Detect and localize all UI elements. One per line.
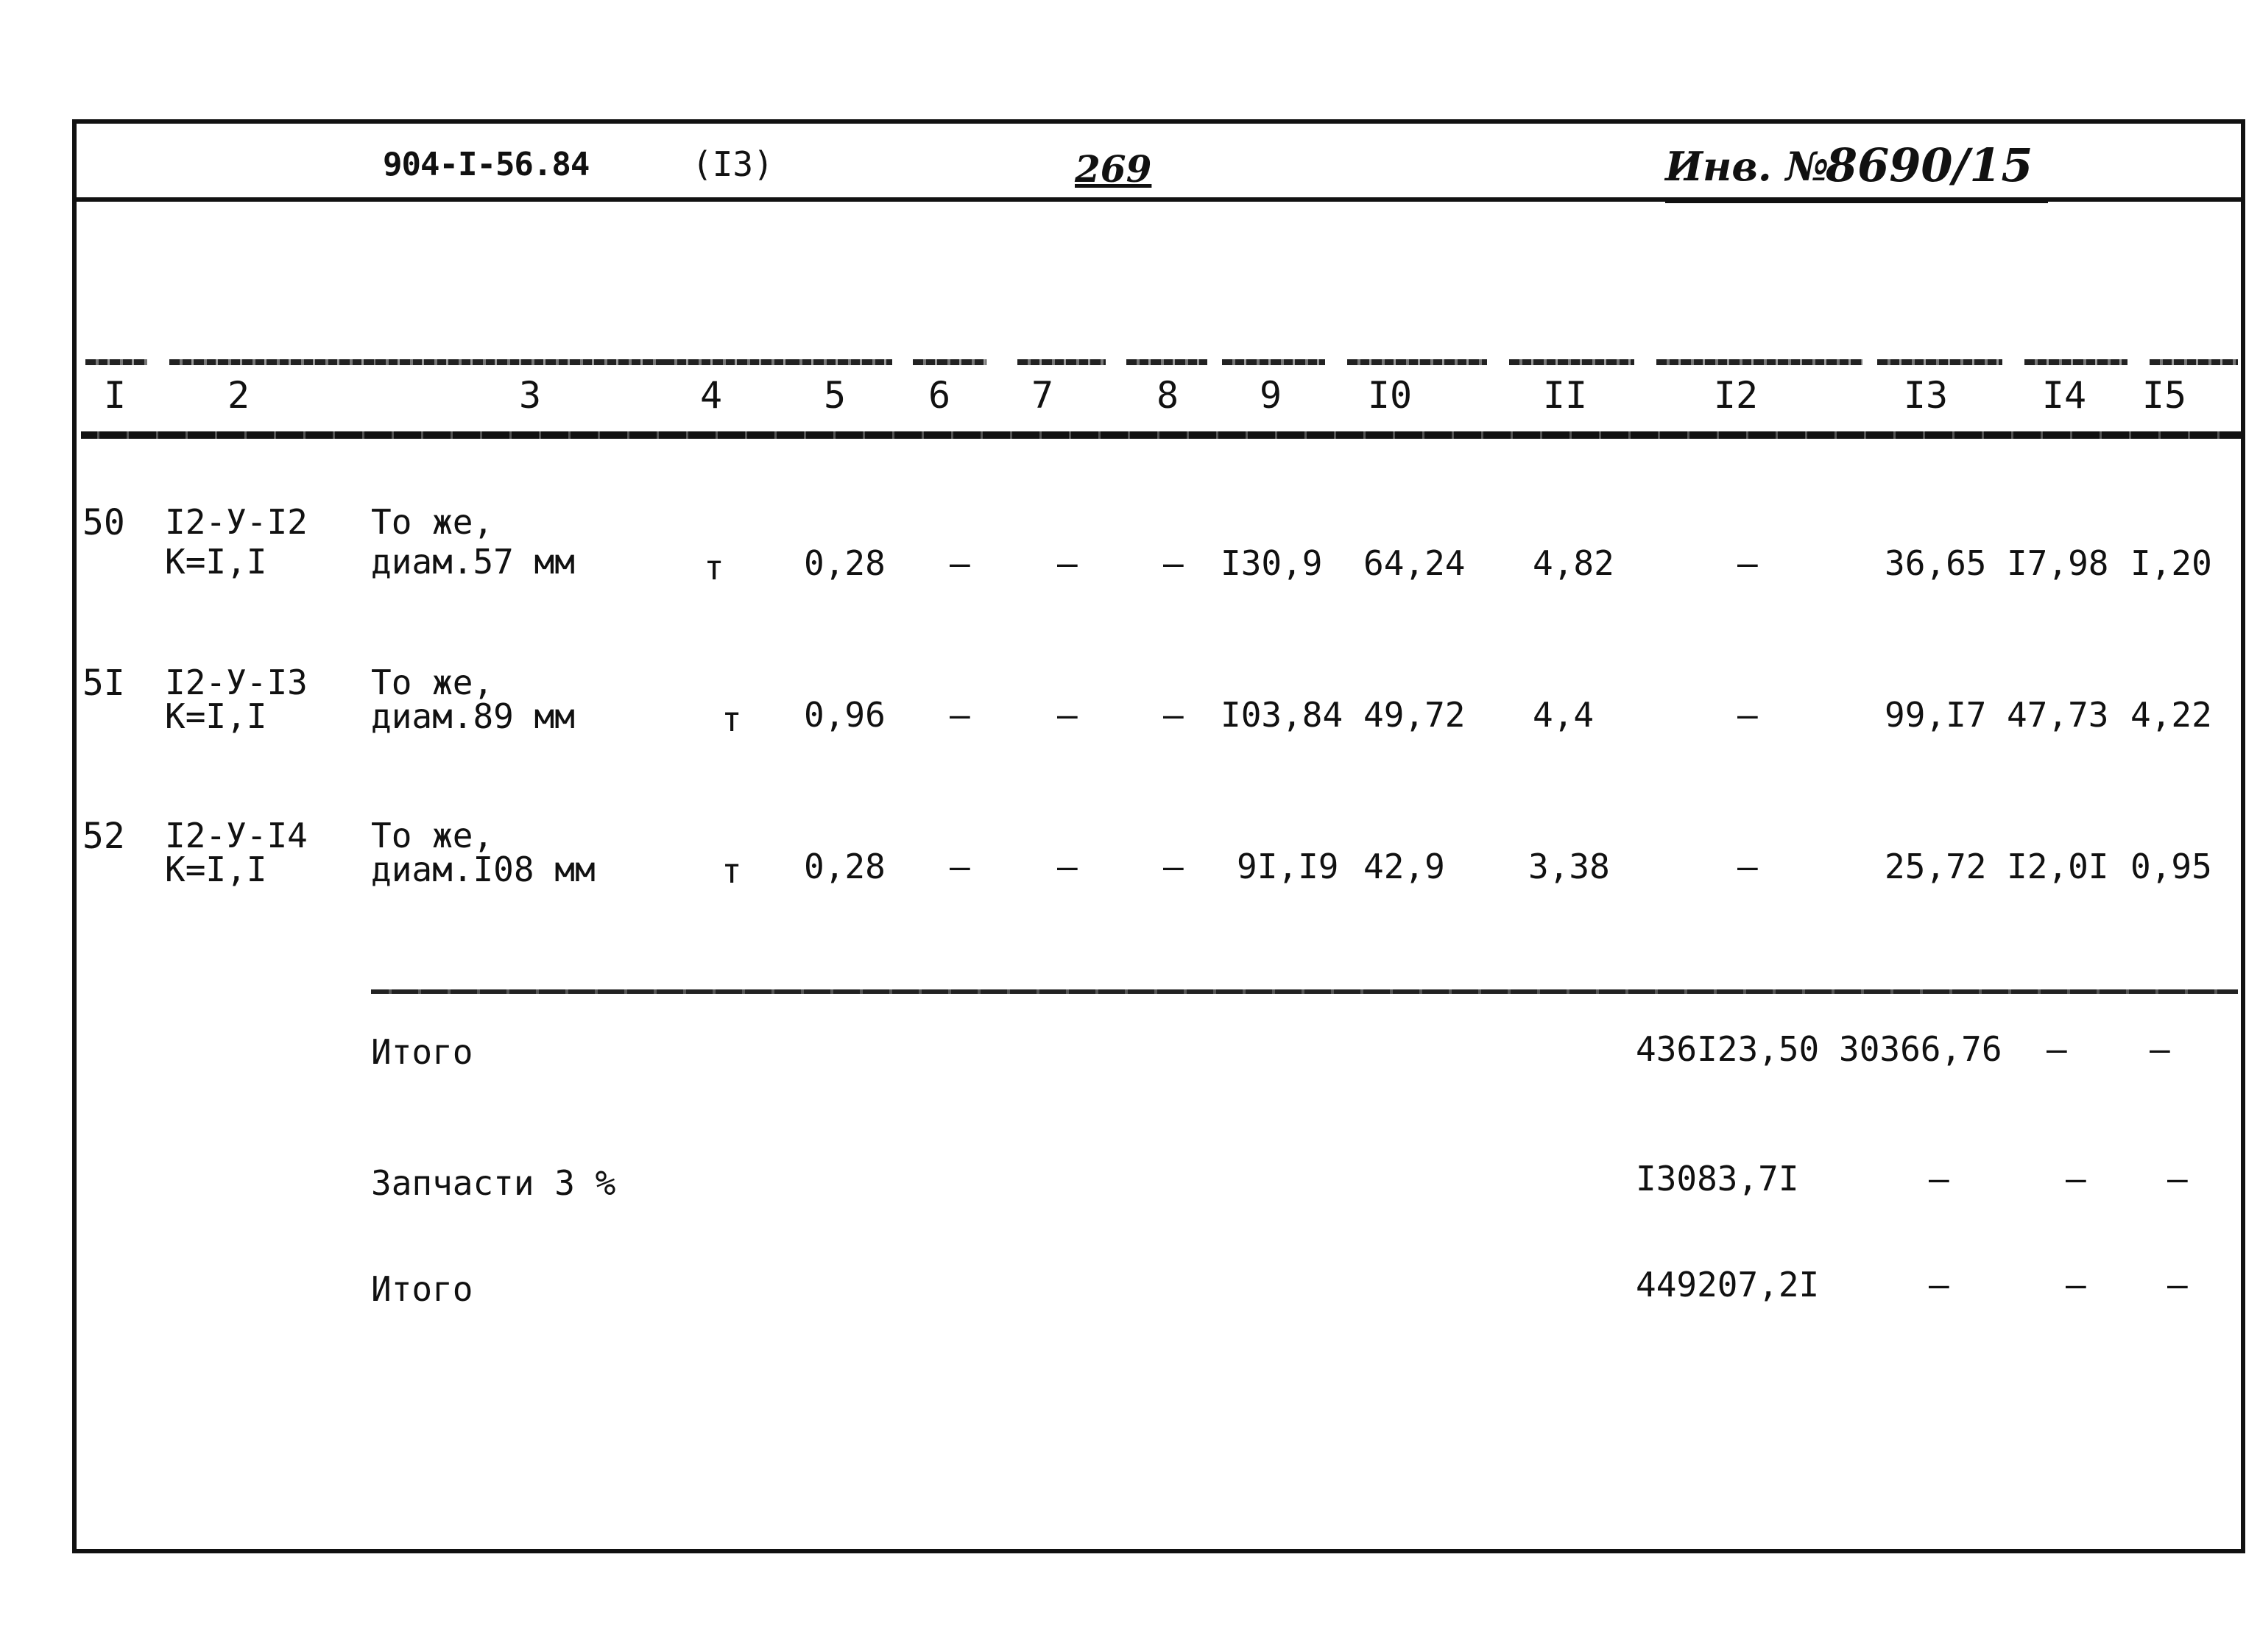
column-header: I3 [1903,374,1949,417]
item-diameter: диам.57 мм [371,542,575,582]
cell-7: – [1057,847,1078,886]
summary-label: Итого [371,1032,473,1072]
item-diameter: диам.I08 мм [371,850,596,889]
column-header-top-rule [81,359,2242,365]
column-header: 6 [928,374,951,417]
cell-13: 99,I7 [1885,695,1987,735]
unit: т [721,851,742,891]
coefficient: К=I,I [165,542,267,582]
cell-14: I7,98 [2007,543,2109,583]
cell-8: – [1163,543,1184,583]
cell-15: I,20 [2130,543,2212,583]
coefficient: К=I,I [165,850,267,889]
summary-total-12: 436I23,50 [1636,1029,1820,1069]
cell-7: – [1057,695,1078,735]
summary-label: Итого [371,1269,473,1309]
price-code: I2-У-I4 [165,816,308,855]
column-header: 7 [1031,374,1054,417]
summary-total-14: – [2066,1159,2086,1199]
cell-5: 0,28 [804,543,886,583]
summary-rule [371,989,2238,994]
item-name: То же, [371,502,494,542]
cell-13: 25,72 [1885,847,1987,886]
summary-total-15: – [2167,1159,2188,1199]
cell-12: – [1737,543,1758,583]
cell-12: – [1737,847,1758,886]
inventory-number: 8690/15 [1826,138,2033,192]
row-number: 50 [82,502,125,543]
item-diameter: диам.89 мм [371,696,575,736]
cell-12: – [1737,695,1758,735]
cell-13: 36,65 [1885,543,1987,583]
item-name: То же, [371,663,494,702]
project-code: 904-I-56.84 [383,146,590,183]
cell-10: 49,72 [1363,695,1466,735]
column-header: I4 [2041,374,2087,417]
column-header: 2 [227,374,250,417]
cell-6: – [950,695,970,735]
cell-15: 4,22 [2130,695,2212,735]
unit: т [704,548,724,587]
column-header: 4 [699,374,723,417]
cell-9: I30,9 [1221,543,1323,583]
header-rule [77,197,2241,202]
cell-14: I2,0I [2007,847,2109,886]
price-code: I2-У-I3 [165,663,308,702]
cell-14: 47,73 [2007,695,2109,735]
summary-total-14: – [2047,1029,2067,1069]
cell-5: 0,96 [804,695,886,735]
cell-6: – [950,847,970,886]
cell-10: 64,24 [1363,543,1466,583]
inventory-label: Инв. № [1665,143,1829,190]
column-header: II [1542,374,1588,417]
album-number: (I3) [692,144,774,184]
summary-total-14: – [2066,1265,2086,1305]
cell-8: – [1163,847,1184,886]
cell-11: 4,82 [1533,543,1614,583]
column-header: I0 [1367,374,1413,417]
cell-9: 9I,I9 [1237,847,1339,886]
column-header: 8 [1156,374,1179,417]
cell-8: – [1163,695,1184,735]
page-number: 269 [1075,147,1152,191]
column-header: 9 [1259,374,1282,417]
coefficient: К=I,I [165,696,267,736]
summary-total-12: 449207,2I [1636,1265,1820,1305]
cell-15: 0,95 [2130,847,2212,886]
summary-total-13: – [1929,1159,1949,1199]
item-name: То же, [371,816,494,855]
column-header-bottom-rule [81,431,2242,439]
cell-6: – [950,543,970,583]
row-number: 52 [82,816,125,857]
price-code: I2-У-I2 [165,502,308,542]
column-header: 3 [518,374,542,417]
summary-total-12: I3083,7I [1636,1159,1799,1199]
summary-total-13: – [1929,1265,1949,1305]
cell-10: 42,9 [1363,847,1445,886]
cell-5: 0,28 [804,847,886,886]
cell-7: – [1057,543,1078,583]
summary-total-13: 30366,76 [1839,1029,2002,1069]
column-header: I2 [1713,374,1759,417]
summary-total-15: – [2167,1265,2188,1305]
row-number: 5I [82,663,125,704]
summary-label: Запчасти 3 % [371,1163,616,1203]
unit: т [721,699,742,739]
cell-11: 3,38 [1528,847,1610,886]
cell-9: I03,84 [1221,695,1343,735]
cell-11: 4,4 [1533,695,1595,735]
column-header: I [103,374,127,417]
column-header: I5 [2141,374,2187,417]
column-header: 5 [823,374,847,417]
summary-total-15: – [2150,1029,2170,1069]
